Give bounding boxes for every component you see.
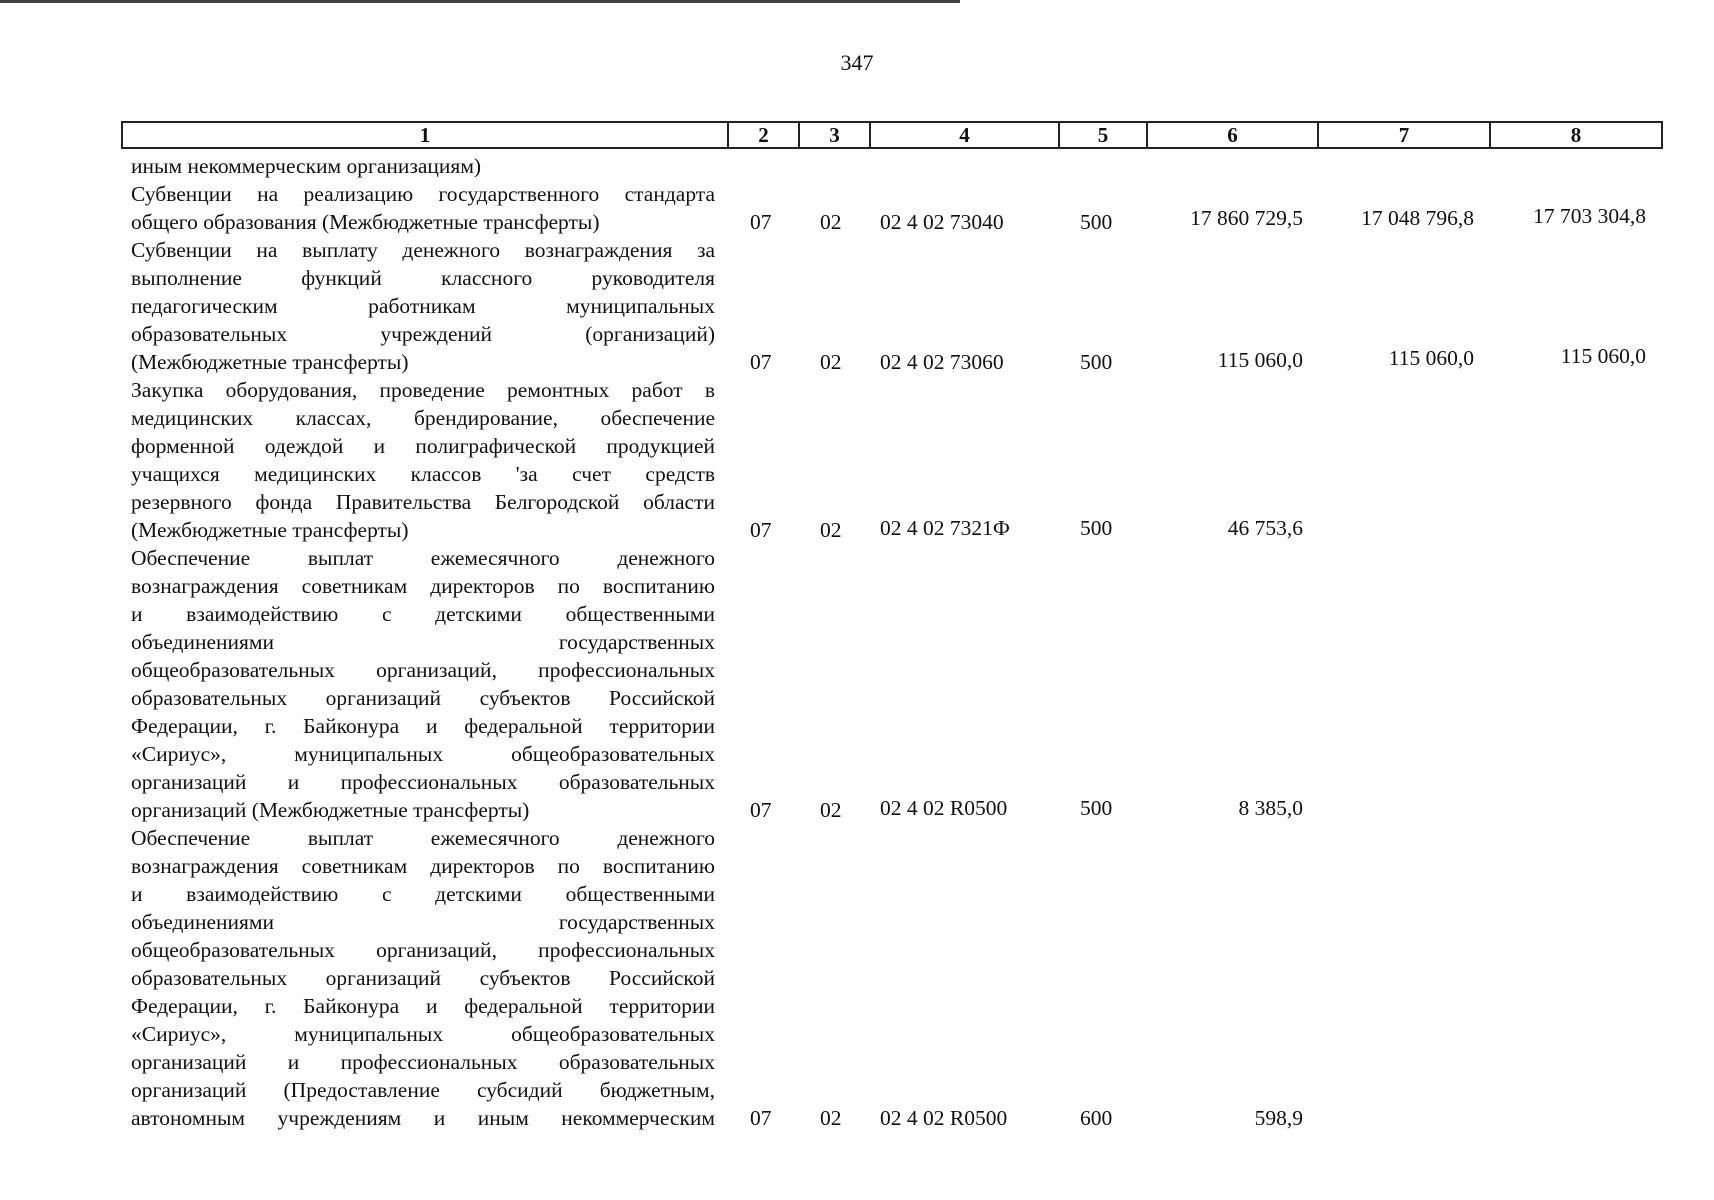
description-line: Федерации, г. Байконура и федеральной территории [131,714,715,738]
description-line: Закупка оборудования, проведение ремонтных работ в [131,378,715,402]
description-line: организаций и профессиональных образовательных [131,770,715,794]
description-line: Субвенции на реализацию государственного стандарта [131,182,715,206]
target-article-code: 02 4 02 R0500 [880,1106,1008,1130]
description-line: образовательных организаций субъектов Российской [131,966,715,990]
description-line: автономным учреждениям и иным некоммерческим [131,1106,715,1130]
amount-col-8: 115 060,0 [1560,344,1646,368]
amount-col-7: 115 060,0 [1388,346,1474,370]
target-article-code: 02 4 02 73040 [880,210,1004,234]
target-article-code: 02 4 02 R0500 [880,796,1008,820]
description-line: «Сириус», муниципальных общеобразовательных [131,742,715,766]
description-line: объединениями государственных [131,630,715,654]
description-line: организаций (Предоставление субсидий бюджетным, [131,1078,715,1102]
amount-col-8: 17 703 304,8 [1533,204,1646,228]
amount-col-6: 8 385,0 [1238,796,1303,820]
amount-col-7: 17 048 796,8 [1361,206,1474,230]
scan-top-rule [0,0,960,3]
section-code: 07 [750,210,772,234]
row-description [131,376,715,544]
description-line: Обеспечение выплат ежемесячного денежного [131,826,715,850]
description-line: образовательных учреждений (организаций) [131,322,715,346]
section-code: 07 [750,518,772,542]
subsection-code: 02 [820,1106,842,1130]
column-header-8: 8 [1490,122,1662,148]
description-line: и взаимодействию с детскими общественными [131,882,715,906]
description-line: общеобразовательных организаций, профессиональных [131,938,715,962]
column-header-1: 1 [122,122,728,148]
description-line: учащихся медицинских классов 'за счет средств [131,462,715,486]
section-code: 07 [750,1106,772,1130]
column-header-7: 7 [1318,122,1490,148]
target-article-code: 02 4 02 73060 [880,350,1004,374]
subsection-code: 02 [820,798,842,822]
description-line: и взаимодействию с детскими общественными [131,602,715,626]
target-article-code: 02 4 02 7321Ф [880,516,1010,540]
subsection-code: 02 [820,518,842,542]
description-line: объединениями государственных [131,910,715,934]
description-line: «Сириус», муниципальных общеобразовательных [131,1022,715,1046]
column-header-5: 5 [1059,122,1147,148]
description-line: организаций и профессиональных образовательных [131,1050,715,1074]
page-number: 347 [840,50,874,75]
subsection-code: 02 [820,350,842,374]
expense-type-code: 500 [1080,796,1113,820]
description-line: общеобразовательных организаций, профессиональных [131,658,715,682]
column-header-row [122,122,1662,148]
description-line: резервного фонда Правительства Белгородской области [131,490,715,514]
description-line: иным некоммерческим организациям) [131,154,482,178]
column-header-2: 2 [728,122,799,148]
row-description [131,544,715,824]
row-description [131,236,715,376]
description-line: форменной одеждой и полиграфической продукцией [131,434,715,458]
expense-type-code: 500 [1080,350,1113,374]
description-line: общего образования (Межбюджетные трансферты) [131,210,600,234]
subsection-code: 02 [820,210,842,234]
description-line: вознаграждения советникам директоров по воспитанию [131,854,715,878]
description-line: Федерации, г. Байконура и федеральной территории [131,994,715,1018]
description-line: вознаграждения советникам директоров по воспитанию [131,574,715,598]
amount-col-6: 46 753,6 [1227,516,1303,540]
expense-type-code: 500 [1080,516,1113,540]
description-line: педагогическим работникам муниципальных [131,294,715,318]
amount-col-6: 17 860 729,5 [1190,206,1303,230]
row-description [131,824,715,1132]
description-line: Субвенции на выплату денежного вознаграждения за [131,238,715,262]
column-header-6: 6 [1147,122,1318,148]
description-line: образовательных организаций субъектов Российской [131,686,715,710]
description-line: выполнение функций классного руководителя [131,266,715,290]
expense-type-code: 600 [1080,1106,1113,1130]
description-line: Обеспечение выплат ежемесячного денежного [131,546,715,570]
section-code: 07 [750,350,772,374]
row-description [131,180,715,236]
amount-col-6: 115 060,0 [1217,348,1303,372]
section-code: 07 [750,798,772,822]
description-line: организаций (Межбюджетные трансферты) [131,798,530,822]
description-line: (Межбюджетные трансферты) [131,350,409,374]
description-line: (Межбюджетные трансферты) [131,518,409,542]
expense-type-code: 500 [1080,210,1113,234]
column-header-table [121,121,1663,149]
description-line: медицинских классах, брендирование, обеспечение [131,406,715,430]
column-header-3: 3 [799,122,870,148]
column-header-4: 4 [870,122,1059,148]
amount-col-6: 598,9 [1254,1106,1303,1130]
row-description [131,152,715,180]
